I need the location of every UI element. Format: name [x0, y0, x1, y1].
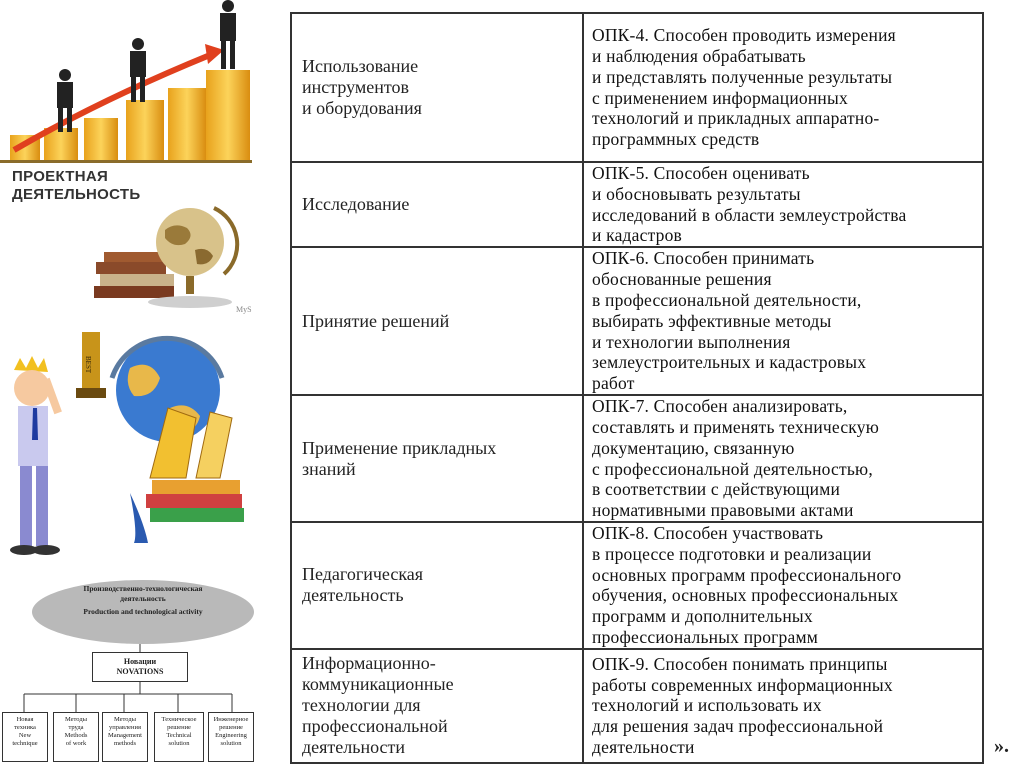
competence-line: исследований в области землеустройства	[592, 204, 907, 225]
box5-line3: Engineering	[215, 732, 247, 739]
closing-quote: ».	[994, 735, 1009, 757]
competence-line: документацию, связанную	[592, 437, 795, 458]
box2-line3: Methods	[64, 732, 88, 739]
competence-cell	[583, 13, 983, 162]
globe-books-illustration	[0, 200, 258, 318]
area-line: Информационно-	[302, 653, 436, 674]
ellipse-line3: Production and technological activity	[83, 607, 203, 616]
competence-line: с профессиональной деятельностью,	[592, 458, 873, 479]
box1-line3: New	[18, 732, 32, 739]
project-activity-illustration	[0, 0, 258, 210]
competence-line: ОПК-8. Способен участвовать	[592, 522, 824, 543]
competence-line: ОПК-4. Способен проводить измерения	[592, 25, 896, 46]
competence-line: технологий и прикладных аппаратно-	[592, 108, 880, 129]
competence-line: обоснованные решения	[592, 269, 772, 290]
area-line: Педагогическая	[302, 564, 424, 585]
activity-area-cell	[291, 395, 583, 522]
competence-line: профессиональных программ	[592, 626, 819, 647]
box4-line4: solution	[168, 740, 190, 747]
area-line: Принятие решений	[302, 310, 450, 331]
area-line: Исследование	[302, 194, 410, 215]
competence-line: и обосновывать результаты	[592, 183, 801, 204]
competence-line: и технологии выполнения	[592, 331, 791, 352]
table-row	[291, 162, 983, 247]
competence-line: ОПК-5. Способен оценивать	[592, 163, 810, 183]
area-line: инструментов	[302, 77, 410, 97]
banner-line2: ДЕЯТЕЛЬНОСТЬ	[12, 186, 141, 203]
competence-line: программных средств	[592, 129, 760, 150]
area-line: деятельности	[302, 737, 406, 758]
area-line: и оборудования	[302, 98, 422, 118]
illustrations-column	[0, 0, 262, 767]
box1-line4: technique	[12, 740, 38, 747]
competence-line: обучения, основных профессиональных	[592, 585, 899, 606]
table-row	[291, 395, 983, 522]
competence-line: землеустроительных и кадастровых	[592, 352, 867, 373]
box3-line1: Методы	[113, 716, 137, 723]
activity-area-cell	[291, 247, 583, 395]
box2-line2: труда	[68, 724, 84, 731]
box4-line2: решение	[167, 724, 191, 731]
area-line: технологии для	[302, 695, 421, 716]
box2-line1: Методы	[64, 716, 88, 723]
competence-line: деятельности	[592, 736, 695, 757]
competence-line: с применением информационных	[592, 87, 848, 108]
competence-line: нормативными правовыми актами	[592, 500, 854, 521]
novations-diagram	[0, 572, 258, 767]
table-row	[291, 247, 983, 395]
box3-line4: methods	[113, 740, 137, 747]
competence-line: ОПК-7. Способен анализировать,	[592, 396, 848, 417]
competence-cell	[583, 522, 983, 649]
competence-line: и кадастров	[592, 225, 683, 246]
globe-icon	[0, 200, 258, 318]
box2-line4: of work	[65, 740, 87, 747]
activity-area-cell	[291, 649, 583, 763]
competence-line: технологий и использовать их	[592, 695, 822, 716]
area-line: профессиональной	[302, 716, 448, 737]
competence-line: составлять и применять техническую	[592, 416, 879, 437]
competence-line: программ и дополнительных	[592, 606, 813, 627]
activity-area-cell	[291, 13, 583, 162]
competence-line: в профессиональной деятельности,	[592, 289, 862, 310]
ellipse-line1: Производственно-технологическая	[83, 584, 203, 593]
teacher-globe-illustration	[0, 318, 258, 568]
diagram-box-management-methods	[102, 712, 148, 762]
competence-line: и наблюдения обрабатывать	[592, 45, 806, 66]
activity-ellipse-text	[32, 584, 254, 617]
watermark-text: MyS	[236, 305, 252, 314]
competence-cell	[583, 395, 983, 522]
box1-line2: техника	[14, 724, 36, 731]
diagram-box-technical-solution	[154, 712, 204, 762]
box5-line4: solution	[220, 740, 242, 747]
novations-line1: Новации	[123, 657, 157, 666]
teacher-icon	[0, 318, 258, 568]
table-row	[291, 522, 983, 649]
competence-cell	[583, 649, 983, 763]
box5-line2: решение	[219, 724, 243, 731]
competence-line: в процессе подготовки и реализации	[592, 543, 872, 564]
competence-line: основных программ профессионального	[592, 564, 902, 585]
competence-cell	[583, 162, 983, 247]
competence-line: работ	[592, 373, 635, 394]
competence-line: для решения задач профессиональной	[592, 716, 884, 737]
box1-line1: Новая	[16, 716, 34, 723]
box4-line1: Техническое	[161, 716, 197, 723]
novations-box	[92, 652, 188, 682]
competence-line: и представлять полученные результаты	[592, 66, 893, 87]
diagram-box-engineering-solution	[208, 712, 254, 762]
banner-line1: ПРОЕКТНАЯ	[12, 168, 109, 185]
table-row	[291, 649, 983, 763]
competence-line: выбирать эффективные методы	[592, 310, 832, 331]
area-line: коммуникационные	[302, 674, 454, 695]
table-row	[291, 13, 983, 162]
box4-line3: Technical	[166, 732, 192, 739]
competence-line: ОПК-6. Способен принимать	[592, 248, 815, 269]
box3-line3: Management	[108, 732, 142, 739]
activity-area-cell	[291, 522, 583, 649]
box3-line2: управления	[109, 724, 141, 731]
area-line: Использование	[302, 56, 419, 76]
area-line: знаний	[302, 458, 356, 479]
competence-cell	[583, 247, 983, 395]
competence-line: ОПК-9. Способен понимать принципы	[592, 653, 888, 674]
box5-line1: Инженерное	[213, 716, 249, 723]
competence-line: работы современных информационных	[592, 674, 893, 695]
novations-line2: NOVATIONS	[116, 667, 164, 676]
diagram-box-new-technique	[2, 712, 48, 762]
area-line: деятельность	[302, 585, 404, 606]
competence-table	[290, 12, 984, 764]
trophy-text: BEST	[84, 356, 92, 374]
area-line: Применение прикладных	[302, 437, 497, 458]
diagram-box-work-methods	[53, 712, 99, 762]
competence-line: в соответствии с действующими	[592, 479, 841, 500]
activity-area-cell	[291, 162, 583, 247]
ellipse-line2: деятельность	[120, 593, 166, 603]
